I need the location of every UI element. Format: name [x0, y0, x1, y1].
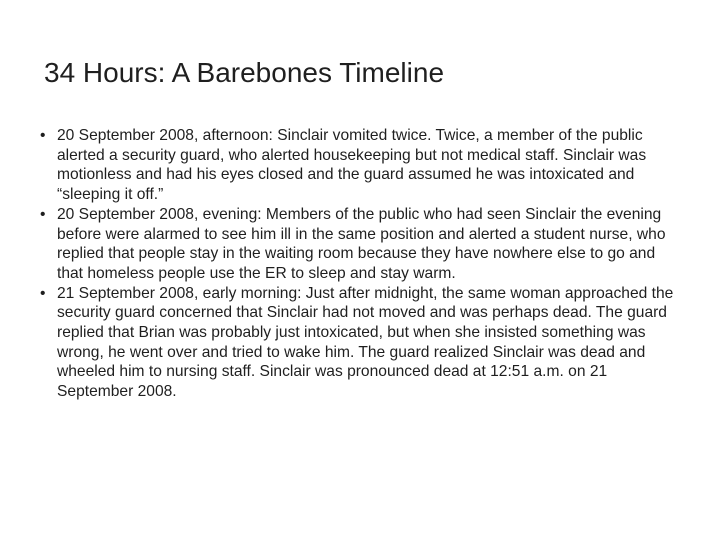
bullet-text: 21 September 2008, early morning: Just after midnight, the same woman approached the security guard concerned that Sinclair had not moved and was perhaps dead. The guard replied that Brian was probably just intoxicated, but when she insisted something was wrong, he went over and tried to wake him. The guard realized Sinclair was dead and wheeled him to nursing staff. Sinclair was pronounced dead at 12:51 a.m. on 21 September 2008.: [57, 284, 674, 401]
slide-title: 34 Hours: A Barebones Timeline: [44, 57, 445, 88]
bullet-marker: •: [40, 127, 46, 144]
bullet-text: 20 September 2008, evening: Members of the public who had seen Sinclair the evening before were alarmed to see him ill in the same position and alerted a student nurse, who replied that people stay in the waiting room because they have nowhere else to go and that homeless people use the ER to sleep and stay warm.: [57, 205, 666, 282]
bullet-text: 20 September 2008, afternoon: Sinclair vomited twice. Twice, a member of the public alerted a security guard, who alerted housekeeping but not medical staff. Sinclair was motionless and had his eyes closed and the guard assumed he was intoxicated and “sleeping it off.”: [57, 127, 647, 204]
bullet-list: [40, 126, 682, 402]
bullet-marker: •: [40, 205, 46, 223]
bullet-item-1: [40, 126, 682, 205]
bullet-item-2: [40, 205, 682, 284]
bullet-marker: •: [40, 284, 46, 302]
bullet-item-3: [40, 284, 682, 402]
